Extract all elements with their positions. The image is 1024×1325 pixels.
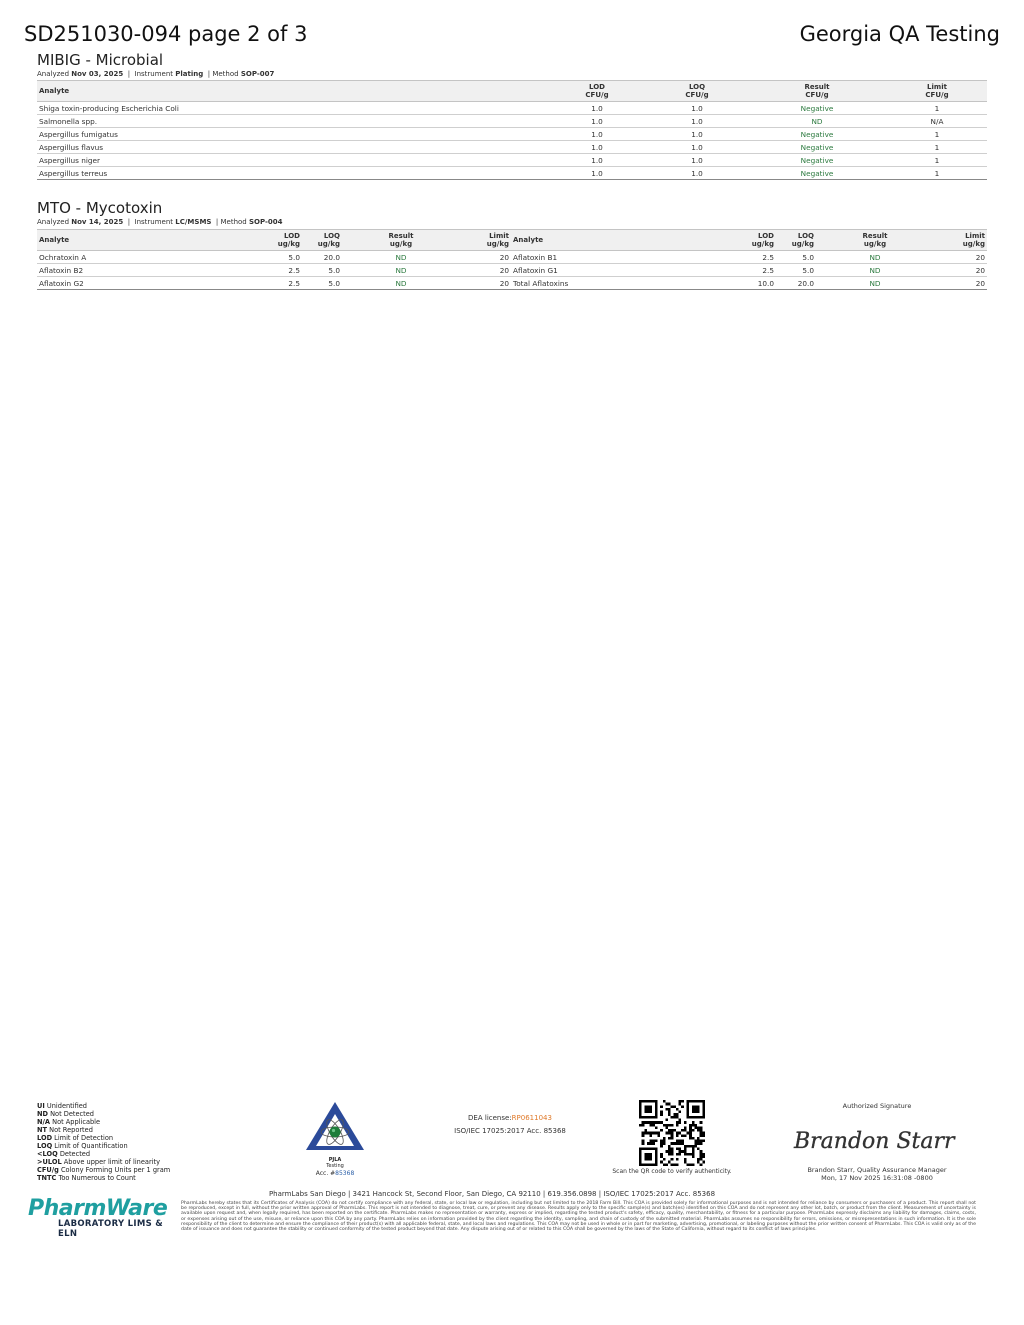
cell-limit: 1 <box>887 167 987 180</box>
cell-limit: N/A <box>887 115 987 128</box>
cell-lod-right: 2.5 <box>711 264 776 277</box>
signed-date: Mon, 17 Nov 2025 16:31:08 -0800 <box>821 1173 933 1182</box>
handwritten-signature-icon <box>790 1120 964 1160</box>
cell-lod-left: 2.5 <box>237 277 302 290</box>
cell-analyte-left: Aflatoxin G2 <box>37 277 237 290</box>
cell-result-left: ND <box>342 264 460 277</box>
col-limit-right: Limit ug/kg <box>934 230 987 251</box>
cell-result: Negative <box>747 154 887 167</box>
cell-loq: 1.0 <box>647 102 747 115</box>
cell-limit: 1 <box>887 102 987 115</box>
microbial-meta: Analyzed Nov 03, 2025 | Instrument Plating | Method SOP-007 <box>37 70 275 78</box>
legend-item: TNTC Too Numerous to Count <box>37 1174 136 1182</box>
cell-lod: 1.0 <box>547 167 647 180</box>
table-row <box>37 141 987 154</box>
logo-tagline: LABORATORY LIMS & ELN <box>58 1219 164 1239</box>
pjla-logo-icon <box>304 1100 366 1152</box>
qr-caption: Scan the QR code to verify authenticity. <box>612 1168 732 1175</box>
cell-lod-left: 2.5 <box>237 264 302 277</box>
cell-result: Negative <box>747 128 887 141</box>
signature-heading: Authorized Signature <box>842 1102 912 1110</box>
col-analyte: Analyte <box>37 81 547 102</box>
legend-item: ND Not Detected <box>37 1110 94 1118</box>
cell-limit: 1 <box>887 154 987 167</box>
signer-block <box>790 1167 964 1182</box>
col-analyte-left: Analyte <box>37 230 237 251</box>
cell-loq: 1.0 <box>647 154 747 167</box>
cell-loq-right: 5.0 <box>776 251 816 264</box>
table-row <box>37 264 987 277</box>
pjla-accreditation <box>300 1100 370 1177</box>
cell-result-right: ND <box>816 277 934 290</box>
col-result: Result CFU/g <box>747 81 887 102</box>
cell-lod: 1.0 <box>547 141 647 154</box>
signer-name: Brandon Starr, Quality Assurance Manager <box>807 1166 947 1174</box>
cell-lod: 1.0 <box>547 128 647 141</box>
dea-license-block: DEA license:RP0611043 ISO/IEC 17025:2017 Acc. 85368 <box>440 1112 580 1138</box>
cell-result: Negative <box>747 167 887 180</box>
cell-analyte-right: Aflatoxin B1 <box>511 251 711 264</box>
cell-loq: 1.0 <box>647 128 747 141</box>
pjla-caption: Testing <box>326 1163 344 1169</box>
cell-loq-left: 5.0 <box>302 277 342 290</box>
table-row <box>37 167 987 180</box>
cell-loq: 1.0 <box>647 115 747 128</box>
cell-analyte: Shiga toxin-producing Escherichia Coli <box>37 102 547 115</box>
col-loq-right: LOQ ug/kg <box>776 230 816 251</box>
microbial-section-title: MIBIG - Microbial <box>37 51 164 69</box>
col-limit: Limit CFU/g <box>887 81 987 102</box>
cell-limit-left: 20 <box>460 277 511 290</box>
lab-address: PharmLabs San Diego | 3421 Hancock St, Second Floor, San Diego, CA 92110 | 619.356.0898 | ISO/IEC 17025:2017 Acc. 85368 <box>268 1190 716 1198</box>
col-loq: LOQ CFU/g <box>647 81 747 102</box>
col-loq-left: LOQ ug/kg <box>302 230 342 251</box>
cell-result-left: ND <box>342 251 460 264</box>
signature-glyphs: Brandon Starr <box>794 1129 955 1154</box>
pjla-text: PJLA <box>328 1157 342 1163</box>
legal-disclaimer: PharmLabs hereby states that its Certificates of Analysis (COA) do not certify compliance with any federal, state, or local law or regulation, including but not limited to the 2018 Farm Bill. This COA is provided solely for informational purposes and is not intended for reliance by consumers or purchasers of a product. This report shall not be reproduced, except in full, without the prior written approval of PharmLabs. This report is not intended to diagnose, treat, cure, or prevent any disease. Results apply only to the specific sample(s) and batch(es) identified on this COA and do not represent any other lot, batch, or product from the client. Measurement of uncertainty is available upon request and, when legally required, has been reported on the certificate. PharmLabs makes no representation or warranty, express or implied, regarding the tested product's safety, efficacy, quality, merchantability, or fitness for a particular purpose. PharmLabs expressly disclaims any liability for damages, claims, costs, or expenses arising out of the use, misuse, or reliance upon this COA by any party. PharmLabs relies on information provided by the client regarding the identity, sampling, and chain of custody of the submitted material. PharmLabs assumes no responsibility for errors, omissions, or misrepresentations in such information. It is the sole responsibility of the client to determine and ensure the compliance of their product(s) with all applicable federal, state, and local laws and regulations. This COA may not be used in whole or in part for marketing, advertising, promotional, or labeling purposes without the prior written consent of PharmLabs. This COA is valid only as of the date of issuance and does not guarantee the stability or continued conformity of the tested product beyond that date. Any dispute arising out of or related to this COA shall be governed by the laws of the State of California, without regard to its conflict of laws principles. <box>181 1201 976 1233</box>
cell-limit-right: 20 <box>934 251 987 264</box>
cell-result: Negative <box>747 102 887 115</box>
logo-wordmark: PharmWare <box>28 1196 168 1221</box>
cell-limit-left: 20 <box>460 251 511 264</box>
cell-limit-right: 20 <box>934 264 987 277</box>
cell-result-right: ND <box>816 251 934 264</box>
table-row <box>37 115 987 128</box>
cell-lod-left: 5.0 <box>237 251 302 264</box>
table-row <box>37 277 987 290</box>
cell-limit-right: 20 <box>934 277 987 290</box>
cell-result: Negative <box>747 141 887 154</box>
abbreviation-legend <box>37 1102 170 1182</box>
pjla-acc: Acc. #85368 <box>315 1170 355 1177</box>
cell-limit-left: 20 <box>460 264 511 277</box>
report-page-title: SD251030-094 page 2 of 3 <box>24 22 308 46</box>
cell-analyte-left: Ochratoxin A <box>37 251 237 264</box>
cell-result-left: ND <box>342 277 460 290</box>
cell-loq-right: 20.0 <box>776 277 816 290</box>
cell-analyte: Salmonella spp. <box>37 115 547 128</box>
table-row <box>37 128 987 141</box>
cell-limit: 1 <box>887 128 987 141</box>
legend-item: NT Not Reported <box>37 1126 93 1134</box>
col-limit-left: Limit ug/kg <box>460 230 511 251</box>
cell-lod-right: 2.5 <box>711 251 776 264</box>
lab-name: Georgia QA Testing <box>799 22 1000 46</box>
cell-loq-right: 5.0 <box>776 264 816 277</box>
col-lod-right: LOD ug/kg <box>711 230 776 251</box>
legend-item: <LOQ Detected <box>37 1150 91 1158</box>
cell-lod: 1.0 <box>547 154 647 167</box>
col-result-right: Result ug/kg <box>816 230 934 251</box>
mycotoxin-table <box>37 229 987 290</box>
legend-item: LOD Limit of Detection <box>37 1134 114 1142</box>
cell-loq: 1.0 <box>647 141 747 154</box>
table-row <box>37 102 987 115</box>
legend-item: LOQ Limit of Quantification <box>37 1142 128 1150</box>
cell-limit: 1 <box>887 141 987 154</box>
col-lod-left: LOD ug/kg <box>237 230 302 251</box>
cell-analyte: Aspergillus fumigatus <box>37 128 547 141</box>
cell-analyte-right: Total Aflatoxins <box>511 277 711 290</box>
cell-lod: 1.0 <box>547 102 647 115</box>
table-row <box>37 251 987 264</box>
table-row <box>37 154 987 167</box>
cell-analyte: Aspergillus niger <box>37 154 547 167</box>
mycotoxin-meta: Analyzed Nov 14, 2025 | Instrument LC/MSMS | Method SOP-004 <box>37 218 283 226</box>
qr-code-icon[interactable] <box>639 1100 705 1166</box>
legend-item: N/A Not Applicable <box>37 1118 101 1126</box>
cell-loq: 1.0 <box>647 167 747 180</box>
iso-accreditation: ISO/IEC 17025:2017 Acc. 85368 <box>454 1127 566 1135</box>
cell-analyte-right: Aflatoxin G1 <box>511 264 711 277</box>
cell-loq-left: 20.0 <box>302 251 342 264</box>
col-result-left: Result ug/kg <box>342 230 460 251</box>
legend-item: UI Unidentified <box>37 1102 87 1110</box>
cell-lod-right: 10.0 <box>711 277 776 290</box>
dea-license-number: RP0611043 <box>511 1114 552 1122</box>
cell-loq-left: 5.0 <box>302 264 342 277</box>
pharmware-logo <box>28 1196 168 1239</box>
col-lod: LOD CFU/g <box>547 81 647 102</box>
cell-analyte: Aspergillus flavus <box>37 141 547 154</box>
cell-analyte-left: Aflatoxin B2 <box>37 264 237 277</box>
cell-result: ND <box>747 115 887 128</box>
col-analyte-right: Analyte <box>511 230 711 251</box>
cell-lod: 1.0 <box>547 115 647 128</box>
legend-item: >ULOL Above upper limit of linearity <box>37 1158 160 1166</box>
legend-item: CFU/g Colony Forming Units per 1 gram <box>37 1166 171 1174</box>
cell-analyte: Aspergillus terreus <box>37 167 547 180</box>
microbial-table <box>37 80 987 180</box>
cell-result-right: ND <box>816 264 934 277</box>
mycotoxin-section-title: MTO - Mycotoxin <box>37 199 163 217</box>
